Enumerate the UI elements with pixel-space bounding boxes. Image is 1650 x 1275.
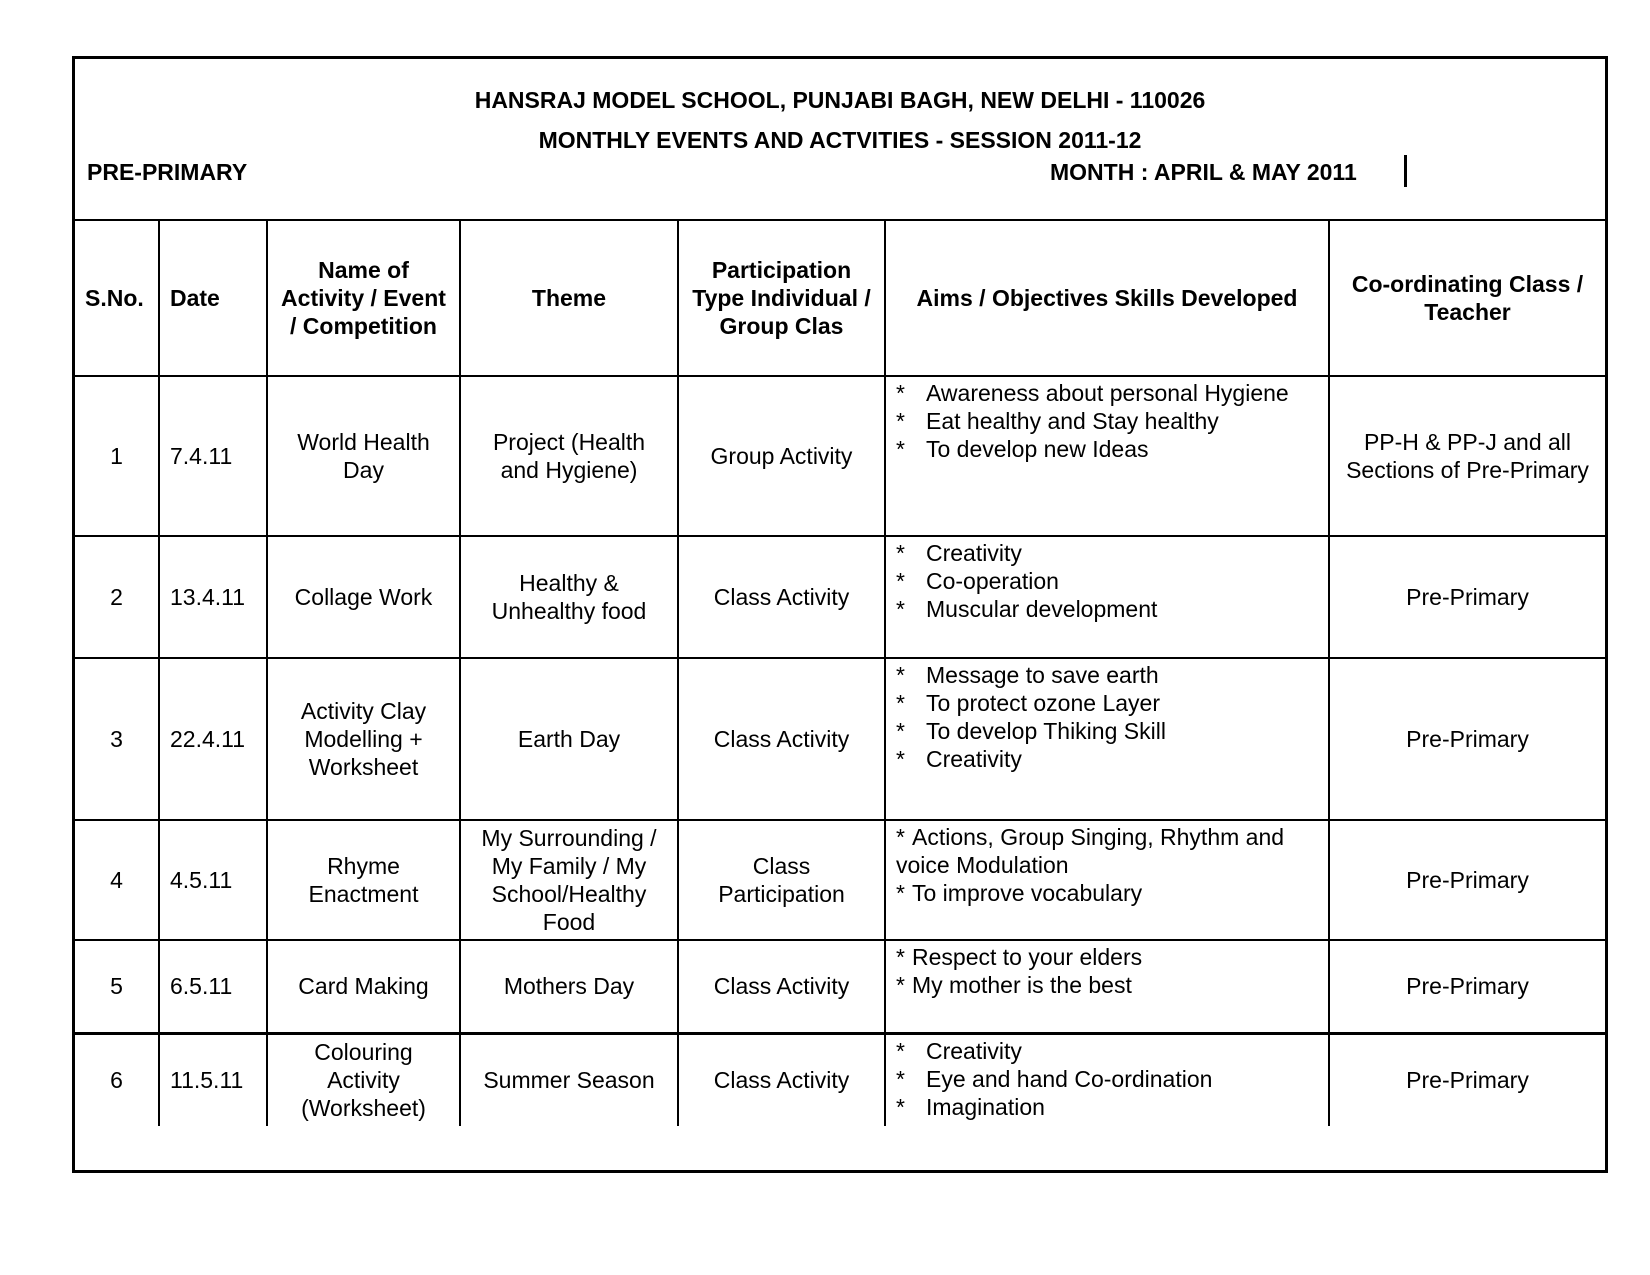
cell-theme: My Surrounding / My Family / My School/Healthy Food xyxy=(460,820,678,940)
aim-text: Actions, Group Singing, Rhythm and voice Modulation xyxy=(896,824,1285,878)
col-activity: Name of Activity / Event / Competition xyxy=(267,220,460,376)
cell-activity: Card Making xyxy=(267,940,460,1033)
col-aims: Aims / Objectives Skills Developed xyxy=(885,220,1329,376)
aim-item xyxy=(896,379,1318,407)
col-participation: Participation Type Individual / Group Clas xyxy=(678,220,885,376)
bullet-icon: * xyxy=(896,718,905,744)
bullet-icon: * xyxy=(896,880,905,906)
cell-coordinator: Pre-Primary xyxy=(1329,536,1605,658)
bullet-icon: * xyxy=(896,1093,905,1120)
aim-text: Imagination xyxy=(926,1093,1045,1120)
cell-theme: Earth Day xyxy=(460,658,678,820)
aim-text: Muscular development xyxy=(926,596,1158,622)
section-label: PRE-PRIMARY xyxy=(87,159,248,185)
col-coordinator: Co-ordinating Class / Teacher xyxy=(1329,220,1605,376)
aim-text: To improve vocabulary xyxy=(912,880,1143,906)
cell-participation: Class Participation xyxy=(678,820,885,940)
bullet-icon: * xyxy=(896,568,905,594)
cell-date: 13.4.11 xyxy=(159,536,267,658)
aim-item xyxy=(896,1065,1318,1093)
aim-item xyxy=(896,661,1318,689)
aim-item xyxy=(896,745,1318,773)
cell-theme: Summer Season xyxy=(460,1033,678,1126)
cell-participation: Class Activity xyxy=(678,940,885,1033)
aim-text: Awareness about personal Hygiene xyxy=(926,380,1289,406)
col-theme: Theme xyxy=(460,220,678,376)
aim-item xyxy=(896,567,1318,595)
aim-text: My mother is the best xyxy=(912,972,1132,998)
cell-participation: Class Activity xyxy=(678,536,885,658)
aim-text: To protect ozone Layer xyxy=(926,690,1160,716)
header-row xyxy=(75,220,1605,376)
cell-activity: Collage Work xyxy=(267,536,460,658)
document-frame xyxy=(72,56,1608,1173)
aim-item xyxy=(896,1093,1318,1121)
month-label: MONTH : APRIL & MAY 2011 xyxy=(1050,159,1357,185)
bullet-icon: * xyxy=(896,972,905,998)
bullet-icon: * xyxy=(896,1037,905,1064)
cell-activity: Colouring Activity (Worksheet) xyxy=(267,1033,460,1126)
bullet-icon: * xyxy=(896,408,905,434)
aim-text: Eye and hand Co-ordination xyxy=(926,1065,1213,1092)
cell-coordinator: Pre-Primary xyxy=(1329,940,1605,1033)
aim-item xyxy=(896,971,1318,999)
cell-aims xyxy=(885,1033,1329,1126)
cell-participation: Group Activity xyxy=(678,376,885,536)
cell-date: 7.4.11 xyxy=(159,376,267,536)
cell-sno: 5 xyxy=(75,940,159,1033)
cell-date: 4.5.11 xyxy=(159,820,267,940)
aim-item xyxy=(896,407,1318,435)
aim-text: Creativity xyxy=(926,1037,1022,1064)
aim-text: Message to save earth xyxy=(926,662,1159,688)
aim-item xyxy=(896,539,1318,567)
cell-activity: World Health Day xyxy=(267,376,460,536)
school-title: HANSRAJ MODEL SCHOOL, PUNJABI BAGH, NEW DELHI - 110026 xyxy=(474,87,1206,113)
cell-sno: 4 xyxy=(75,820,159,940)
cell-theme: Mothers Day xyxy=(460,940,678,1033)
table-row xyxy=(75,658,1605,820)
bullet-icon: * xyxy=(896,944,905,970)
table-row xyxy=(75,376,1605,536)
cell-sno: 3 xyxy=(75,658,159,820)
cell-date: 6.5.11 xyxy=(159,940,267,1033)
bullet-icon: * xyxy=(896,690,905,716)
cell-participation: Class Activity xyxy=(678,658,885,820)
cell-aims xyxy=(885,940,1329,1033)
cell-coordinator: Pre-Primary xyxy=(1329,820,1605,940)
cell-aims xyxy=(885,376,1329,536)
aim-text: To develop Thiking Skill xyxy=(926,718,1166,744)
aim-item xyxy=(896,717,1318,745)
aim-text: Eat healthy and Stay healthy xyxy=(926,408,1219,434)
cell-participation: Class Activity xyxy=(678,1033,885,1126)
cell-coordinator: Pre-Primary xyxy=(1329,658,1605,820)
cell-activity: Rhyme Enactment xyxy=(267,820,460,940)
cell-date: 22.4.11 xyxy=(159,658,267,820)
divider-mark xyxy=(1404,155,1407,187)
cell-sno: 6 xyxy=(75,1033,159,1126)
col-sno: S.No. xyxy=(75,220,159,376)
table-row xyxy=(75,536,1605,658)
bullet-icon: * xyxy=(896,824,905,850)
aim-item xyxy=(896,689,1318,717)
aim-item xyxy=(896,435,1318,463)
cell-coordinator: PP-H & PP-J and all Sections of Pre-Primary xyxy=(1329,376,1605,536)
cell-aims xyxy=(885,820,1329,940)
bullet-icon: * xyxy=(896,662,905,688)
bullet-icon: * xyxy=(896,380,905,406)
bullet-icon: * xyxy=(896,1065,905,1092)
aim-item xyxy=(896,823,1318,879)
session-title: MONTHLY EVENTS AND ACTVITIES - SESSION 2011-12 xyxy=(538,127,1142,153)
col-date: Date xyxy=(159,220,267,376)
aim-item xyxy=(896,879,1318,907)
aim-item xyxy=(896,943,1318,971)
cell-aims xyxy=(885,658,1329,820)
cell-aims xyxy=(885,536,1329,658)
bullet-icon: * xyxy=(896,540,905,566)
bullet-icon: * xyxy=(896,596,905,622)
table-row xyxy=(75,820,1605,940)
aim-text: Creativity xyxy=(926,746,1022,772)
cell-theme: Healthy & Unhealthy food xyxy=(460,536,678,658)
aim-text: Creativity xyxy=(926,540,1022,566)
cell-date: 11.5.11 xyxy=(159,1033,267,1126)
aim-item xyxy=(896,1037,1318,1065)
cell-sno: 1 xyxy=(75,376,159,536)
aim-text: To develop new Ideas xyxy=(926,436,1149,462)
bullet-icon: * xyxy=(896,436,905,462)
events-table xyxy=(75,219,1605,1126)
cell-theme: Project (Health and Hygiene) xyxy=(460,376,678,536)
table-row xyxy=(75,1033,1605,1126)
aim-text: Co-operation xyxy=(926,568,1059,594)
cell-sno: 2 xyxy=(75,536,159,658)
table-row xyxy=(75,940,1605,1033)
cell-coordinator: Pre-Primary xyxy=(1329,1033,1605,1126)
bullet-icon: * xyxy=(896,746,905,772)
cell-activity: Activity Clay Modelling + Worksheet xyxy=(267,658,460,820)
aim-item xyxy=(896,595,1318,623)
aim-text: Respect to your elders xyxy=(912,944,1143,970)
